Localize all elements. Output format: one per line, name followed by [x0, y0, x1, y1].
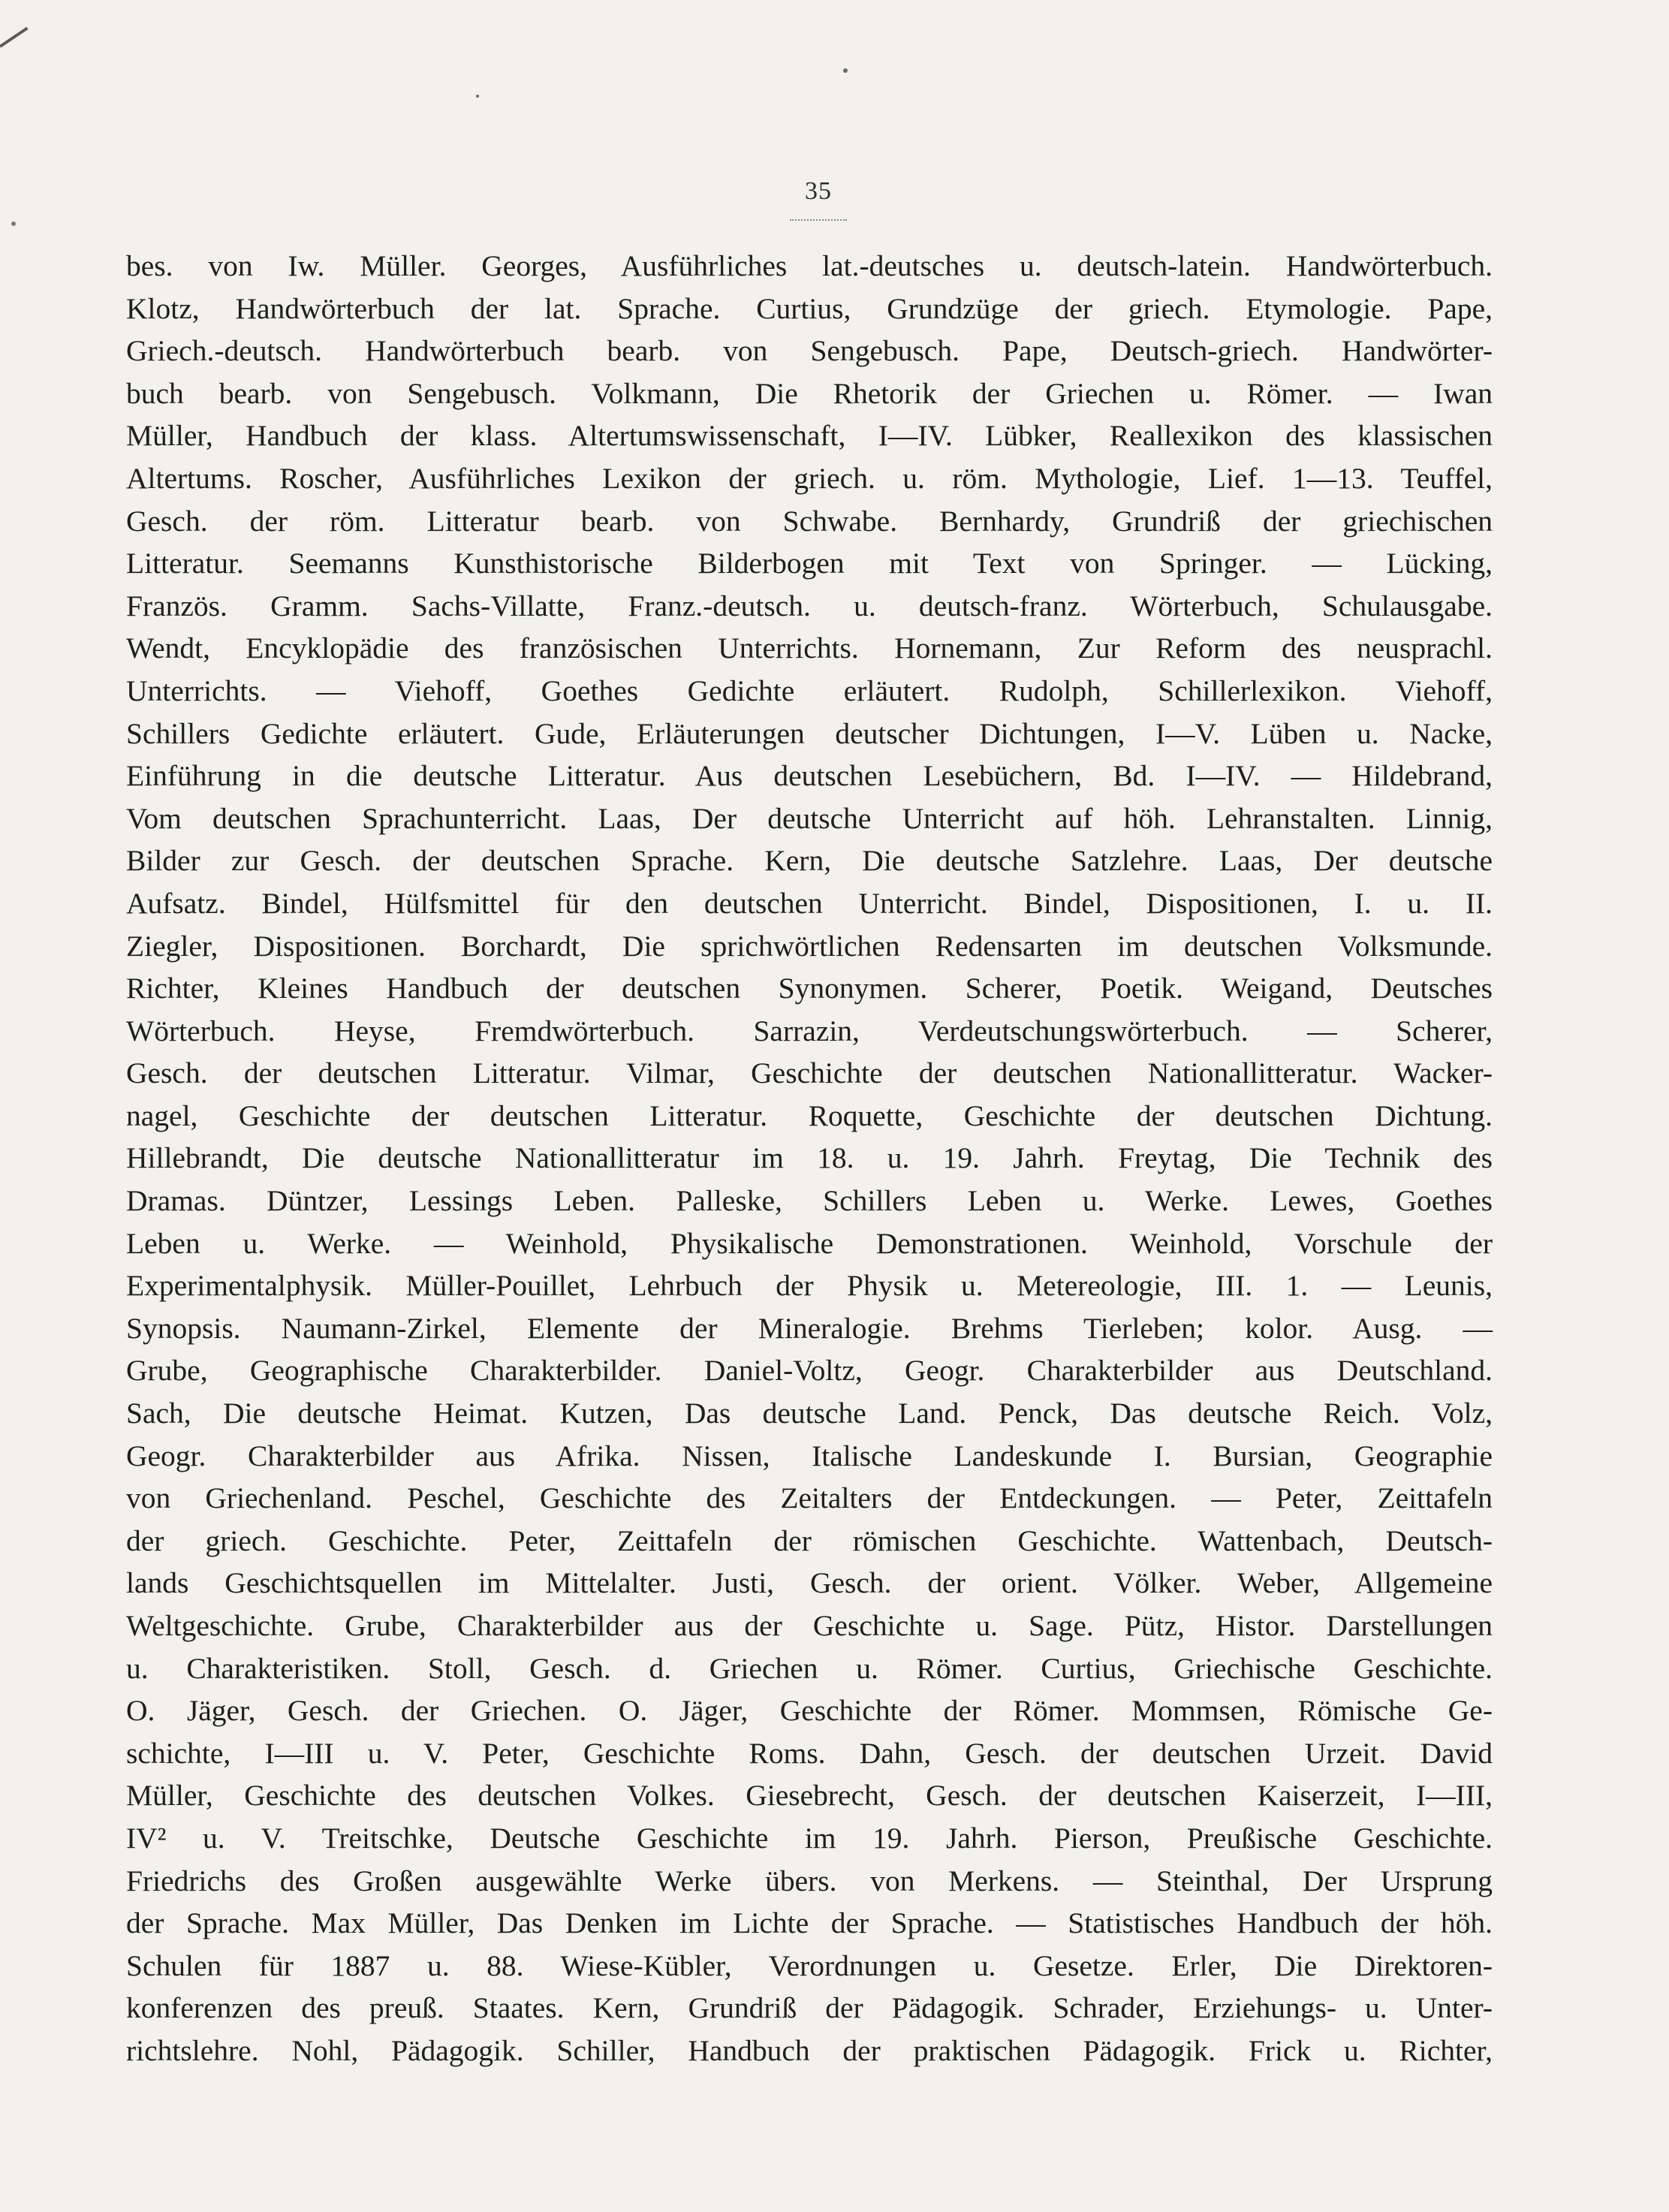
text-line: Ziegler, Dispositionen. Borchardt, Die sprichwörtlichen Redensarten im deutschen Volksmunde.: [126, 929, 1493, 963]
text-line: O. Jäger, Gesch. der Griechen. O. Jäger, Geschichte der Römer. Mommsen, Römische Ge-: [126, 1694, 1493, 1728]
text-line: bes. von Iw. Müller. Georges, Ausführliches lat.-deutsches u. deutsch-latein. Handwörterbuch.: [126, 249, 1493, 282]
text-line: Leben u. Werke. — Weinhold, Physikalische Demonstrationen. Weinhold, Vorschule der: [126, 1226, 1493, 1260]
text-line: Aufsatz. Bindel, Hülfsmittel für den deutschen Unterricht. Bindel, Dispositionen, I. u. II.: [126, 886, 1493, 920]
text-line: Einführung in die deutsche Litteratur. Aus deutschen Lesebüchern, Bd. I—IV. — Hildebrand,: [126, 759, 1493, 793]
text-line: IV² u. V. Treitschke, Deutsche Geschichte im 19. Jahrh. Pierson, Preußische Geschichte.: [126, 1821, 1493, 1855]
bibliography-text: [126, 245, 1493, 2072]
text-line: Schillers Gedichte erläutert. Gude, Erläuterungen deutscher Dichtungen, I—V. Lüben u. Nacke,: [126, 716, 1493, 750]
text-line: Dramas. Düntzer, Lessings Leben. Palleske, Schillers Leben u. Werke. Lewes, Goethes: [126, 1184, 1493, 1218]
text-line: Litteratur. Seemanns Kunsthistorische Bilderbogen mit Text von Springer. — Lücking,: [126, 547, 1493, 580]
text-line: Altertums. Roscher, Ausführliches Lexikon der griech. u. röm. Mythologie, Lief. 1—13. Teuffel,: [126, 461, 1493, 495]
text-line: Friedrichs des Großen ausgewählte Werke übers. von Merkens. — Steinthal, Der Ursprung: [126, 1864, 1493, 1897]
scan-corner-mark: [0, 27, 29, 48]
text-line: Experimentalphysik. Müller-Pouillet, Lehrbuch der Physik u. Metereologie, III. 1. — Leunis,: [126, 1269, 1493, 1303]
text-line: Weltgeschichte. Grube, Charakterbilder aus der Geschichte u. Sage. Pütz, Histor. Darstellungen: [126, 1609, 1493, 1642]
text-line: Vom deutschen Sprachunterricht. Laas, Der deutsche Unterricht auf höh. Lehranstalten. Linnig,: [126, 801, 1493, 835]
text-line: Klotz, Handwörterbuch der lat. Sprache. Curtius, Grundzüge der griech. Etymologie. Pape,: [126, 291, 1493, 325]
text-line: buch bearb. von Sengebusch. Volkmann, Die Rhetorik der Griechen u. Römer. — Iwan: [126, 376, 1493, 410]
text-line: Synopsis. Naumann-Zirkel, Elemente der Mineralogie. Brehms Tierleben; kolor. Ausg. —: [126, 1311, 1493, 1345]
page-number: 35: [805, 177, 832, 205]
text-line: konferenzen des preuß. Staates. Kern, Grundriß der Pädagogik. Schrader, Erziehungs- u. Unter-: [126, 1991, 1493, 2025]
text-line: Wendt, Encyklopädie des französischen Unterrichts. Hornemann, Zur Reform des neusprachl.: [126, 631, 1493, 665]
text-line: Müller, Geschichte des deutschen Volkes. Giesebrecht, Gesch. der deutschen Kaiserzeit, I—III,: [126, 1779, 1493, 1813]
text-line: Geogr. Charakterbilder aus Afrika. Nissen, Italische Landeskunde I. Bursian, Geographie: [126, 1439, 1493, 1472]
text-line: von Griechenland. Peschel, Geschichte des Zeitalters der Entdeckungen. — Peter, Zeittafeln: [126, 1481, 1493, 1515]
text-line: schichte, I—III u. V. Peter, Geschichte Roms. Dahn, Gesch. der deutschen Urzeit. David: [126, 1736, 1493, 1770]
text-line: Sach, Die deutsche Heimat. Kutzen, Das deutsche Land. Penck, Das deutsche Reich. Volz,: [126, 1397, 1493, 1430]
text-line: richtslehre. Nohl, Pädagogik. Schiller, Handbuch der praktischen Pädagogik. Frick u. Richter,: [126, 2033, 1493, 2067]
text-line: Griech.-deutsch. Handwörterbuch bearb. von Sengebusch. Pape, Deutsch-griech. Handwörter-: [126, 334, 1493, 368]
text-line: Bilder zur Gesch. der deutschen Sprache. Kern, Die deutsche Satzlehre. Laas, Der deutsche: [126, 844, 1493, 878]
text-line: Grube, Geographische Charakterbilder. Daniel-Voltz, Geogr. Charakterbilder aus Deutschland.: [126, 1354, 1493, 1388]
text-line: u. Charakteristiken. Stoll, Gesch. d. Griechen u. Römer. Curtius, Griechische Geschichte.: [126, 1651, 1493, 1685]
text-line: Französ. Gramm. Sachs-Villatte, Franz.-deutsch. u. deutsch-franz. Wörterbuch, Schulausgabe.: [126, 589, 1493, 622]
page-number-ornament: [790, 215, 847, 221]
text-line: Wörterbuch. Heyse, Fremdwörterbuch. Sarrazin, Verdeutschungswörterbuch. — Scherer,: [126, 1014, 1493, 1047]
text-line: der Sprache. Max Müller, Das Denken im Lichte der Sprache. — Statistisches Handbuch der höh.: [126, 1906, 1493, 1940]
text-line: Gesch. der röm. Litteratur bearb. von Schwabe. Bernhardy, Grundriß der griechischen: [126, 504, 1493, 538]
text-line: Richter, Kleines Handbuch der deutschen Synonymen. Scherer, Poetik. Weigand, Deutsches: [126, 972, 1493, 1005]
text-line: Hillebrandt, Die deutsche Nationallitteratur im 18. u. 19. Jahrh. Freytag, Die Technik des: [126, 1141, 1493, 1175]
text-line: Unterrichts. — Viehoff, Goethes Gedichte erläutert. Rudolph, Schillerlexikon. Viehoff,: [126, 674, 1493, 707]
text-line: nagel, Geschichte der deutschen Litteratur. Roquette, Geschichte der deutschen Dichtung.: [126, 1098, 1493, 1132]
text-line: Schulen für 1887 u. 88. Wiese-Kübler, Verordnungen u. Gesetze. Erler, Die Direktoren-: [126, 1948, 1493, 1982]
text-line: Gesch. der deutschen Litteratur. Vilmar, Geschichte der deutschen Nationallitteratur. Wacker-: [126, 1056, 1493, 1090]
text-line: der griech. Geschichte. Peter, Zeittafeln der römischen Geschichte. Wattenbach, Deutsch-: [126, 1523, 1493, 1557]
text-line: lands Geschichtsquellen im Mittelalter. Justi, Gesch. der orient. Völker. Weber, Allgemeine: [126, 1566, 1493, 1600]
text-line: Müller, Handbuch der klass. Altertumswissenschaft, I—IV. Lübker, Reallexikon des klassischen: [126, 419, 1493, 453]
